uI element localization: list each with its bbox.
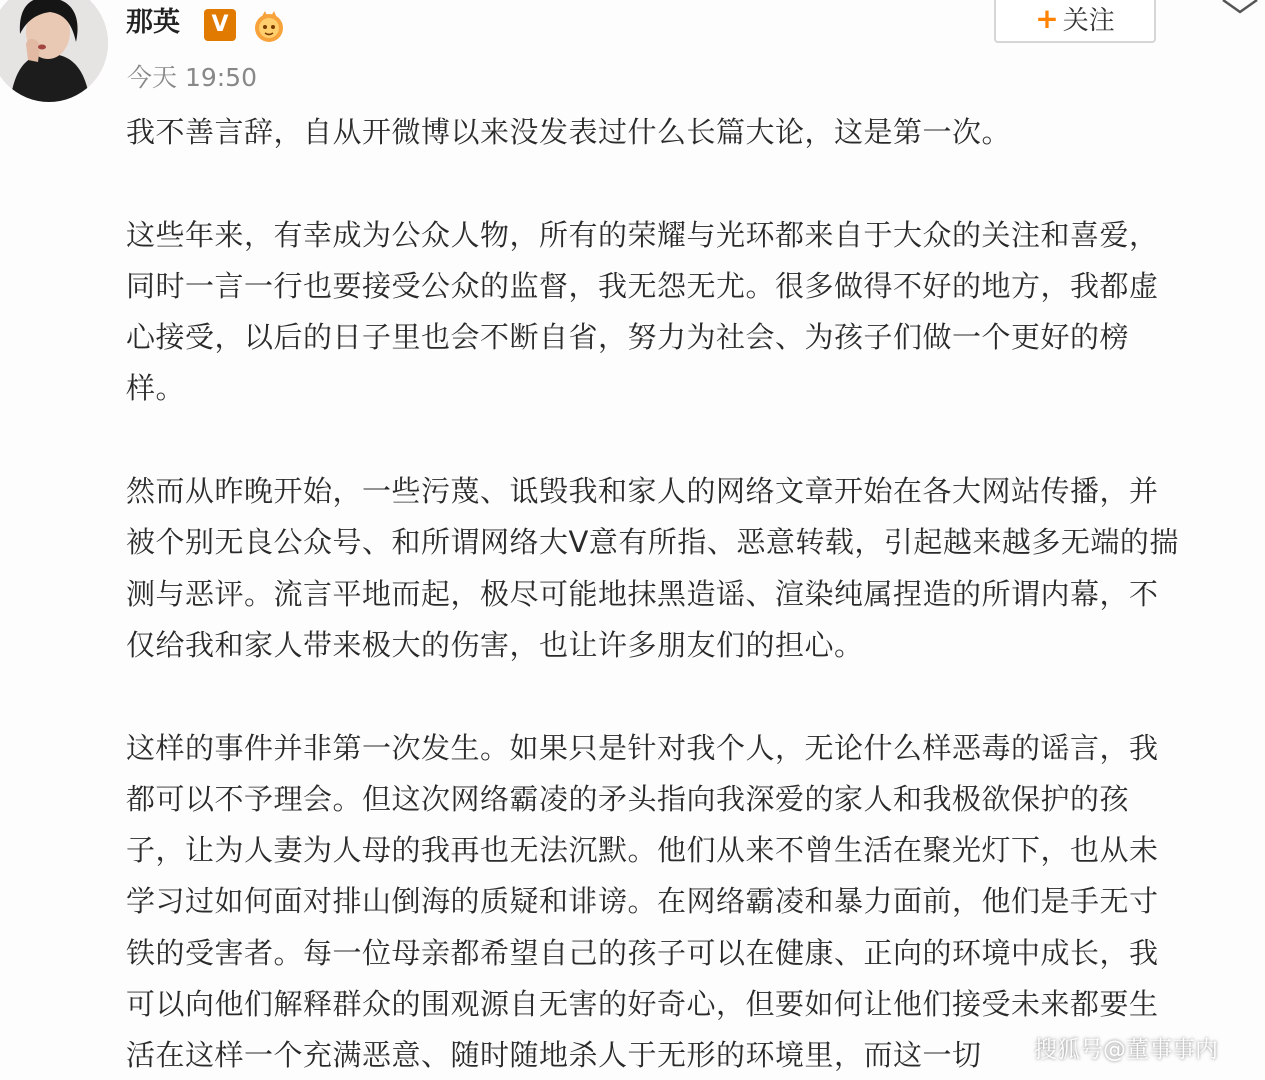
plus-icon: + xyxy=(1035,2,1059,35)
username[interactable]: 那英 xyxy=(126,7,180,38)
post-paragraph: 然而从昨晚开始，一些污蔑、诋毁我和家人的网络文章开始在各大网站传播，并 被个别无良公众号、和所谓网络大V意有所指、恶意转载，引起越来越多无端的揣 测与恶评。流言平地而起，极尽可能地抹黑造谣、渲染纯属捏造的所谓内幕，不 仅给我和家人带来极大的伤害，也让许多朋友们的担心。 xyxy=(126,474,1179,662)
post-paragraph: 我不善言辞，自从开微博以来没发表过什么长篇大论，这是第一次。 xyxy=(126,115,1012,149)
watermark: 搜狐号@董事事内 xyxy=(1034,1037,1218,1063)
avatar-photo-icon xyxy=(0,0,108,102)
verified-v-icon: V xyxy=(204,9,236,41)
avatar[interactable] xyxy=(0,0,108,102)
follow-label: 关注 xyxy=(1062,6,1115,36)
post-paragraph: 这些年来，有幸成为公众人物，所有的荣耀与光环都来自于大众的关注和喜爱， 同时一言一行也要接受公众的监督，我无怨无尤。很多做得不好的地方，我都虚 心接受，以后的日子里也会不断自省，努力为社会、为孩子们做一个更好的榜 样。 xyxy=(126,217,1159,406)
post-timestamp: 今天 19:50 xyxy=(127,63,257,92)
fan-badge-icon[interactable] xyxy=(251,9,287,43)
post-body xyxy=(126,107,1256,1080)
chevron-down-icon[interactable] xyxy=(1215,0,1265,18)
follow-button[interactable] xyxy=(994,0,1156,43)
post-paragraph: 这样的事件并非第一次发生。如果只是针对我个人，无论什么样恶毒的谣言，我 都可以不予理会。但这次网络霸凌的矛头指向我深爱的家人和我极欲保护的孩 子，让为人妻为人母的我再也无法沉默。他们从来不曾生活在聚光灯下，也从未 学习过如何面对排山倒海的质疑和诽谤。在网络霸凌和暴力面前，他们是手无寸 铁的受害者。每一位母亲都希望自己的孩子可以在健康、正向的环境中成长，我 可以向他们解释群众的围观源自无害的好奇心，但要如何让他们接受未来都要生 活在这样一个充满恶意、随时随地杀人于无形的环境里，而这一切 xyxy=(126,730,1159,1073)
